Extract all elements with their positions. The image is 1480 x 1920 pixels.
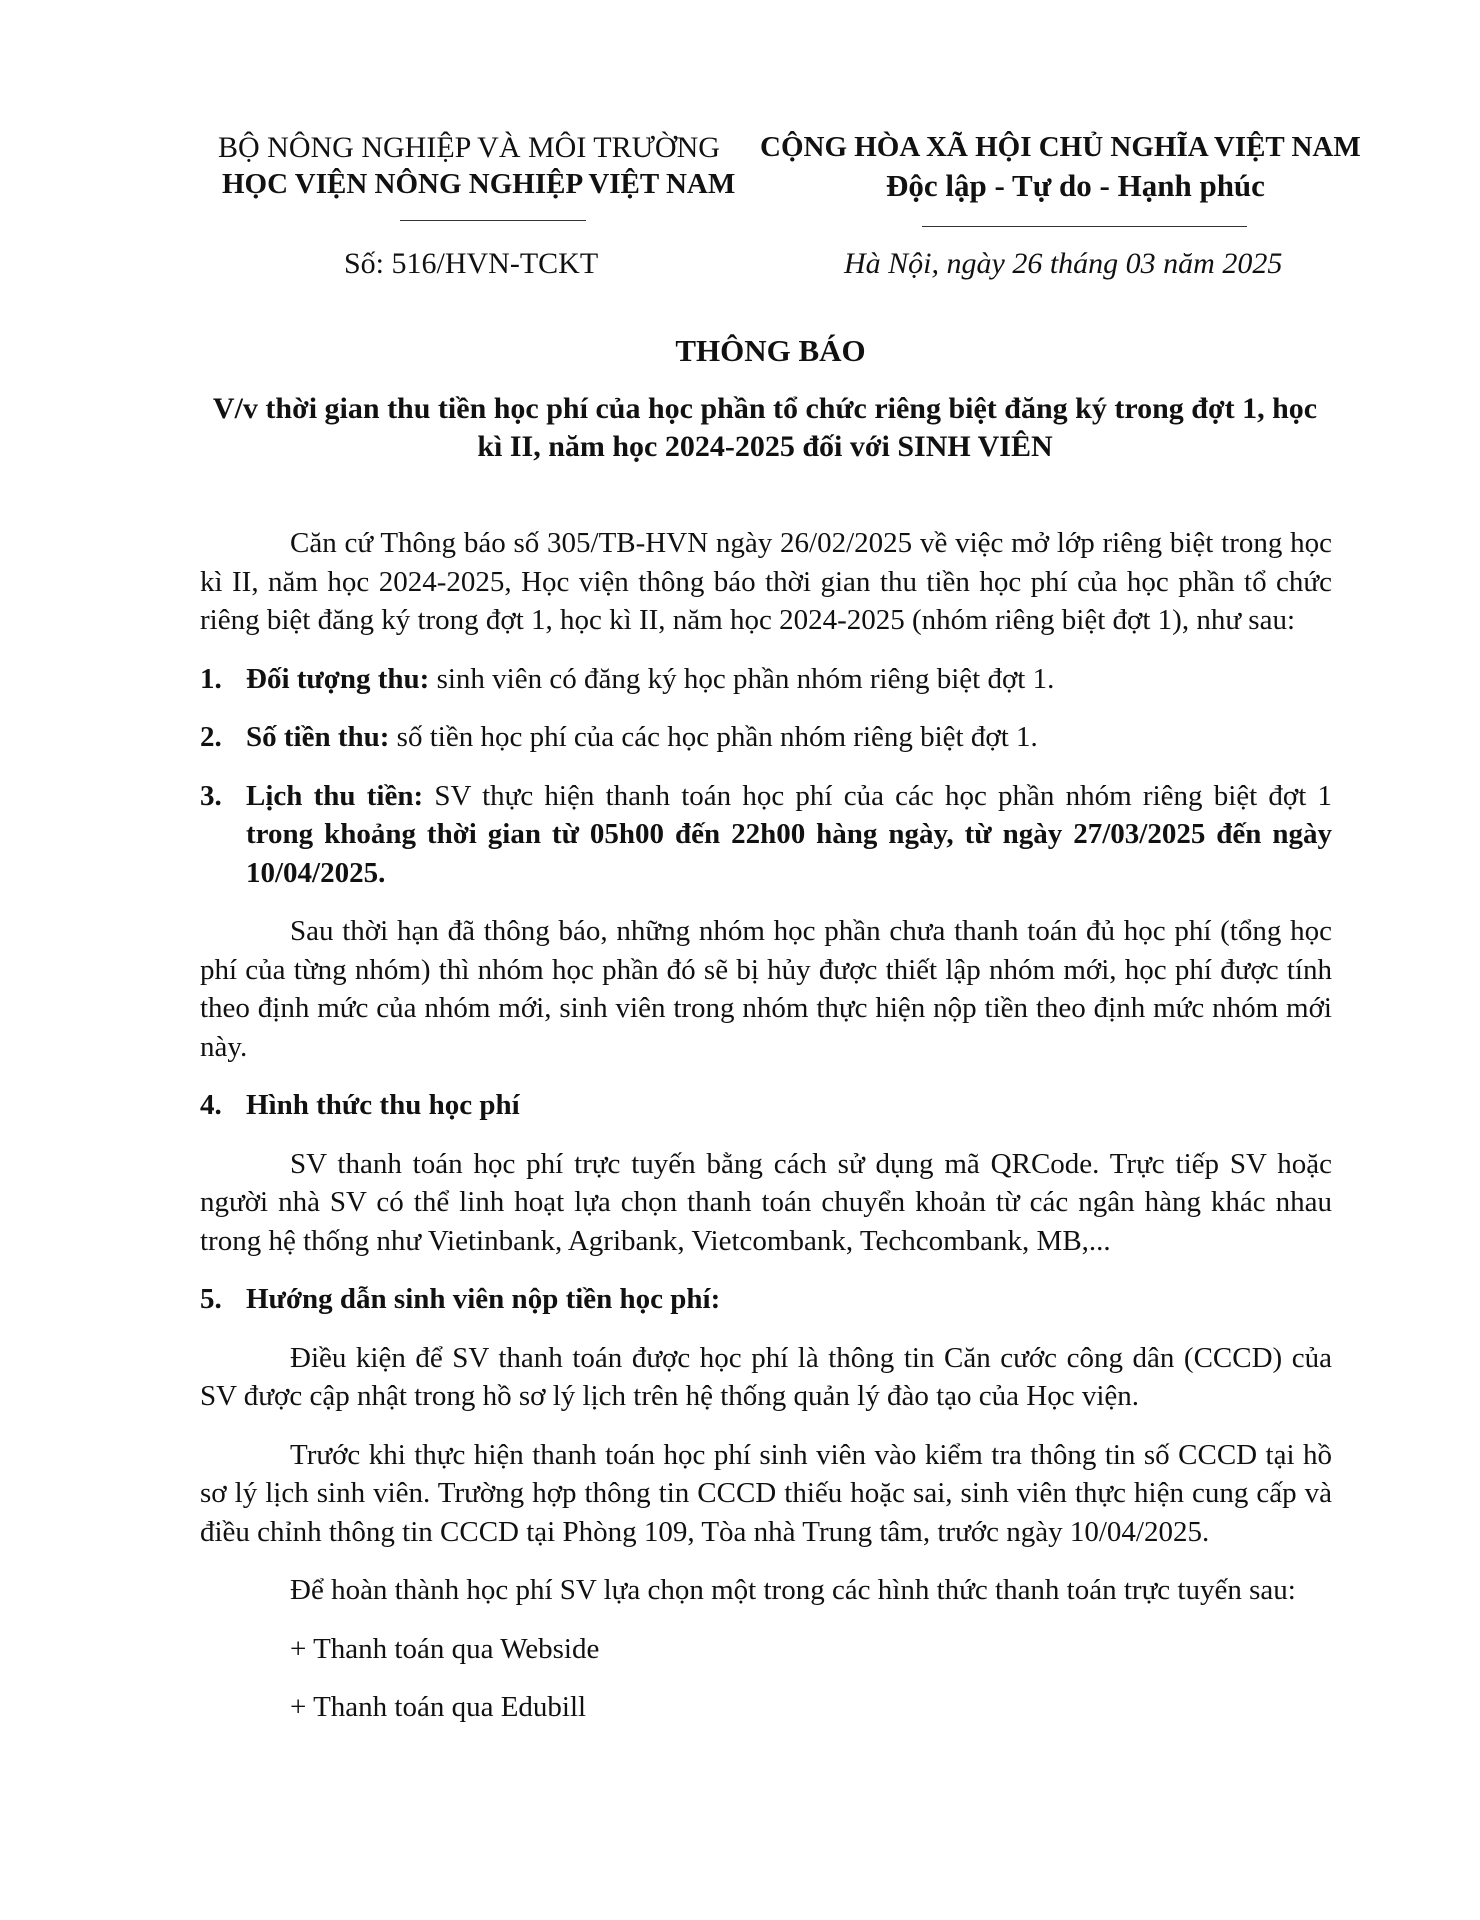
item-label: Lịch thu tiền: — [246, 779, 424, 812]
item-text: SV thực hiện thanh toán học phí của các học phần nhóm riêng biệt đợt 1 — [423, 779, 1333, 812]
section-5-paragraph-3: Để hoàn thành học phí SV lựa chọn một trong các hình thức thanh toán trực tuyến sau: — [290, 1574, 1296, 1606]
list-item-schedule — [200, 777, 1332, 893]
item-number: 2. — [200, 721, 222, 753]
payment-option: + Thanh toán qua Webside — [290, 1632, 600, 1665]
item-bold-text: trong khoảng thời gian từ 05h00 đến 22h00 hàng ngày, từ ngày 27/03/2025 đến ngày 10/04/2025. — [246, 818, 1332, 889]
right-header-divider — [922, 226, 1247, 227]
document-title: THÔNG BÁO — [675, 333, 866, 368]
item-label: Đối tượng thu: — [246, 662, 430, 695]
item-text: số tiền học phí của các học phần nhóm riêng biệt đợt 1. — [389, 721, 1038, 753]
section-4-paragraph: SV thanh toán học phí trực tuyến bằng cách sử dụng mã QRCode. Trực tiếp SV hoặc người nhà SV có thể linh hoạt lựa chọn thanh toán chuyển khoản từ các ngân hàng khác nhau trong hệ thống như Vietinbank, Agribank, Vietcombank, Techcombank, MB,... — [200, 1147, 1332, 1257]
national-motto: Độc lập - Tự do - Hạnh phúc — [886, 168, 1265, 203]
section-4-heading — [200, 1086, 1332, 1125]
section-5-paragraph-1: Điều kiện để SV thanh toán được học phí là thông tin Căn cước công dân (CCCD) của SV được cập nhật trong hồ sơ lý lịch trên hệ thống quản lý đào tạo của Học viện. — [200, 1341, 1332, 1412]
country-name: CỘNG HÒA XÃ HỘI CHỦ NGHĨA VIỆT NAM — [760, 131, 1361, 163]
intro-paragraph: Căn cứ Thông báo số 305/TB-HVN ngày 26/02/2025 về việc mở lớp riêng biệt trong học kì II, năm học 2024-2025, Học viện thông báo thời gian thu tiền học phí của học phần tổ chức riêng biệt đăng ký trong đợt 1, học kì II, năm học 2024-2025 (nhóm riêng biệt đợt 1), như sau: — [200, 527, 1332, 636]
section-number: 5. — [200, 1283, 222, 1315]
section-heading-text: Hình thức thu học phí — [246, 1089, 520, 1121]
ministry-name: BỘ NÔNG NGHIỆP VÀ MÔI TRƯỜNG — [218, 131, 720, 164]
section-5-heading — [200, 1280, 1332, 1319]
section-heading-text: Hướng dẫn sinh viên nộp tiền học phí: — [246, 1283, 721, 1315]
list-item-amount — [200, 718, 1332, 757]
institution-name: HỌC VIỆN NÔNG NGHIỆP VIỆT NAM — [222, 168, 736, 200]
place-date: Hà Nội, ngày 26 tháng 03 năm 2025 — [844, 247, 1283, 280]
item-label: Số tiền thu: — [246, 721, 390, 753]
document-number: Số: 516/HVN-TCKT — [344, 247, 599, 280]
list-item-target — [200, 660, 1332, 699]
item-number: 3. — [200, 779, 222, 812]
after-deadline-paragraph: Sau thời hạn đã thông báo, những nhóm học phần chưa thanh toán đủ học phí (tổng học phí của từng nhóm) thì nhóm học phần đó sẽ bị hủy được thiết lập nhóm mới, học phí được tính theo định mức của nhóm mới, sinh viên trong nhóm thực hiện nộp tiền theo định mức nhóm mới này. — [200, 915, 1332, 1063]
item-number: 1. — [200, 662, 222, 695]
section-5-paragraph-2: Trước khi thực hiện thanh toán học phí sinh viên vào kiểm tra thông tin số CCCD tại hồ sơ lý lịch sinh viên. Trường hợp thông tin CCCD thiếu hoặc sai, sinh viên thực hiện cung cấp và điều chỉnh thông tin CCCD tại Phòng 109, Tòa nhà Trung tâm, trước ngày 10/04/2025. — [200, 1438, 1332, 1548]
item-text: sinh viên có đăng ký học phần nhóm riêng biệt đợt 1. — [429, 662, 1055, 695]
section-number: 4. — [200, 1089, 222, 1121]
left-header-divider — [400, 220, 586, 221]
payment-option: + Thanh toán qua Edubill — [290, 1691, 587, 1723]
document-subject: V/v thời gian thu tiền học phí của học phần tổ chức riêng biệt đăng ký trong đợt 1, học kì II, năm học 2024-2025 đối với SINH VIÊN — [212, 392, 1318, 463]
document-body — [200, 524, 1332, 1727]
